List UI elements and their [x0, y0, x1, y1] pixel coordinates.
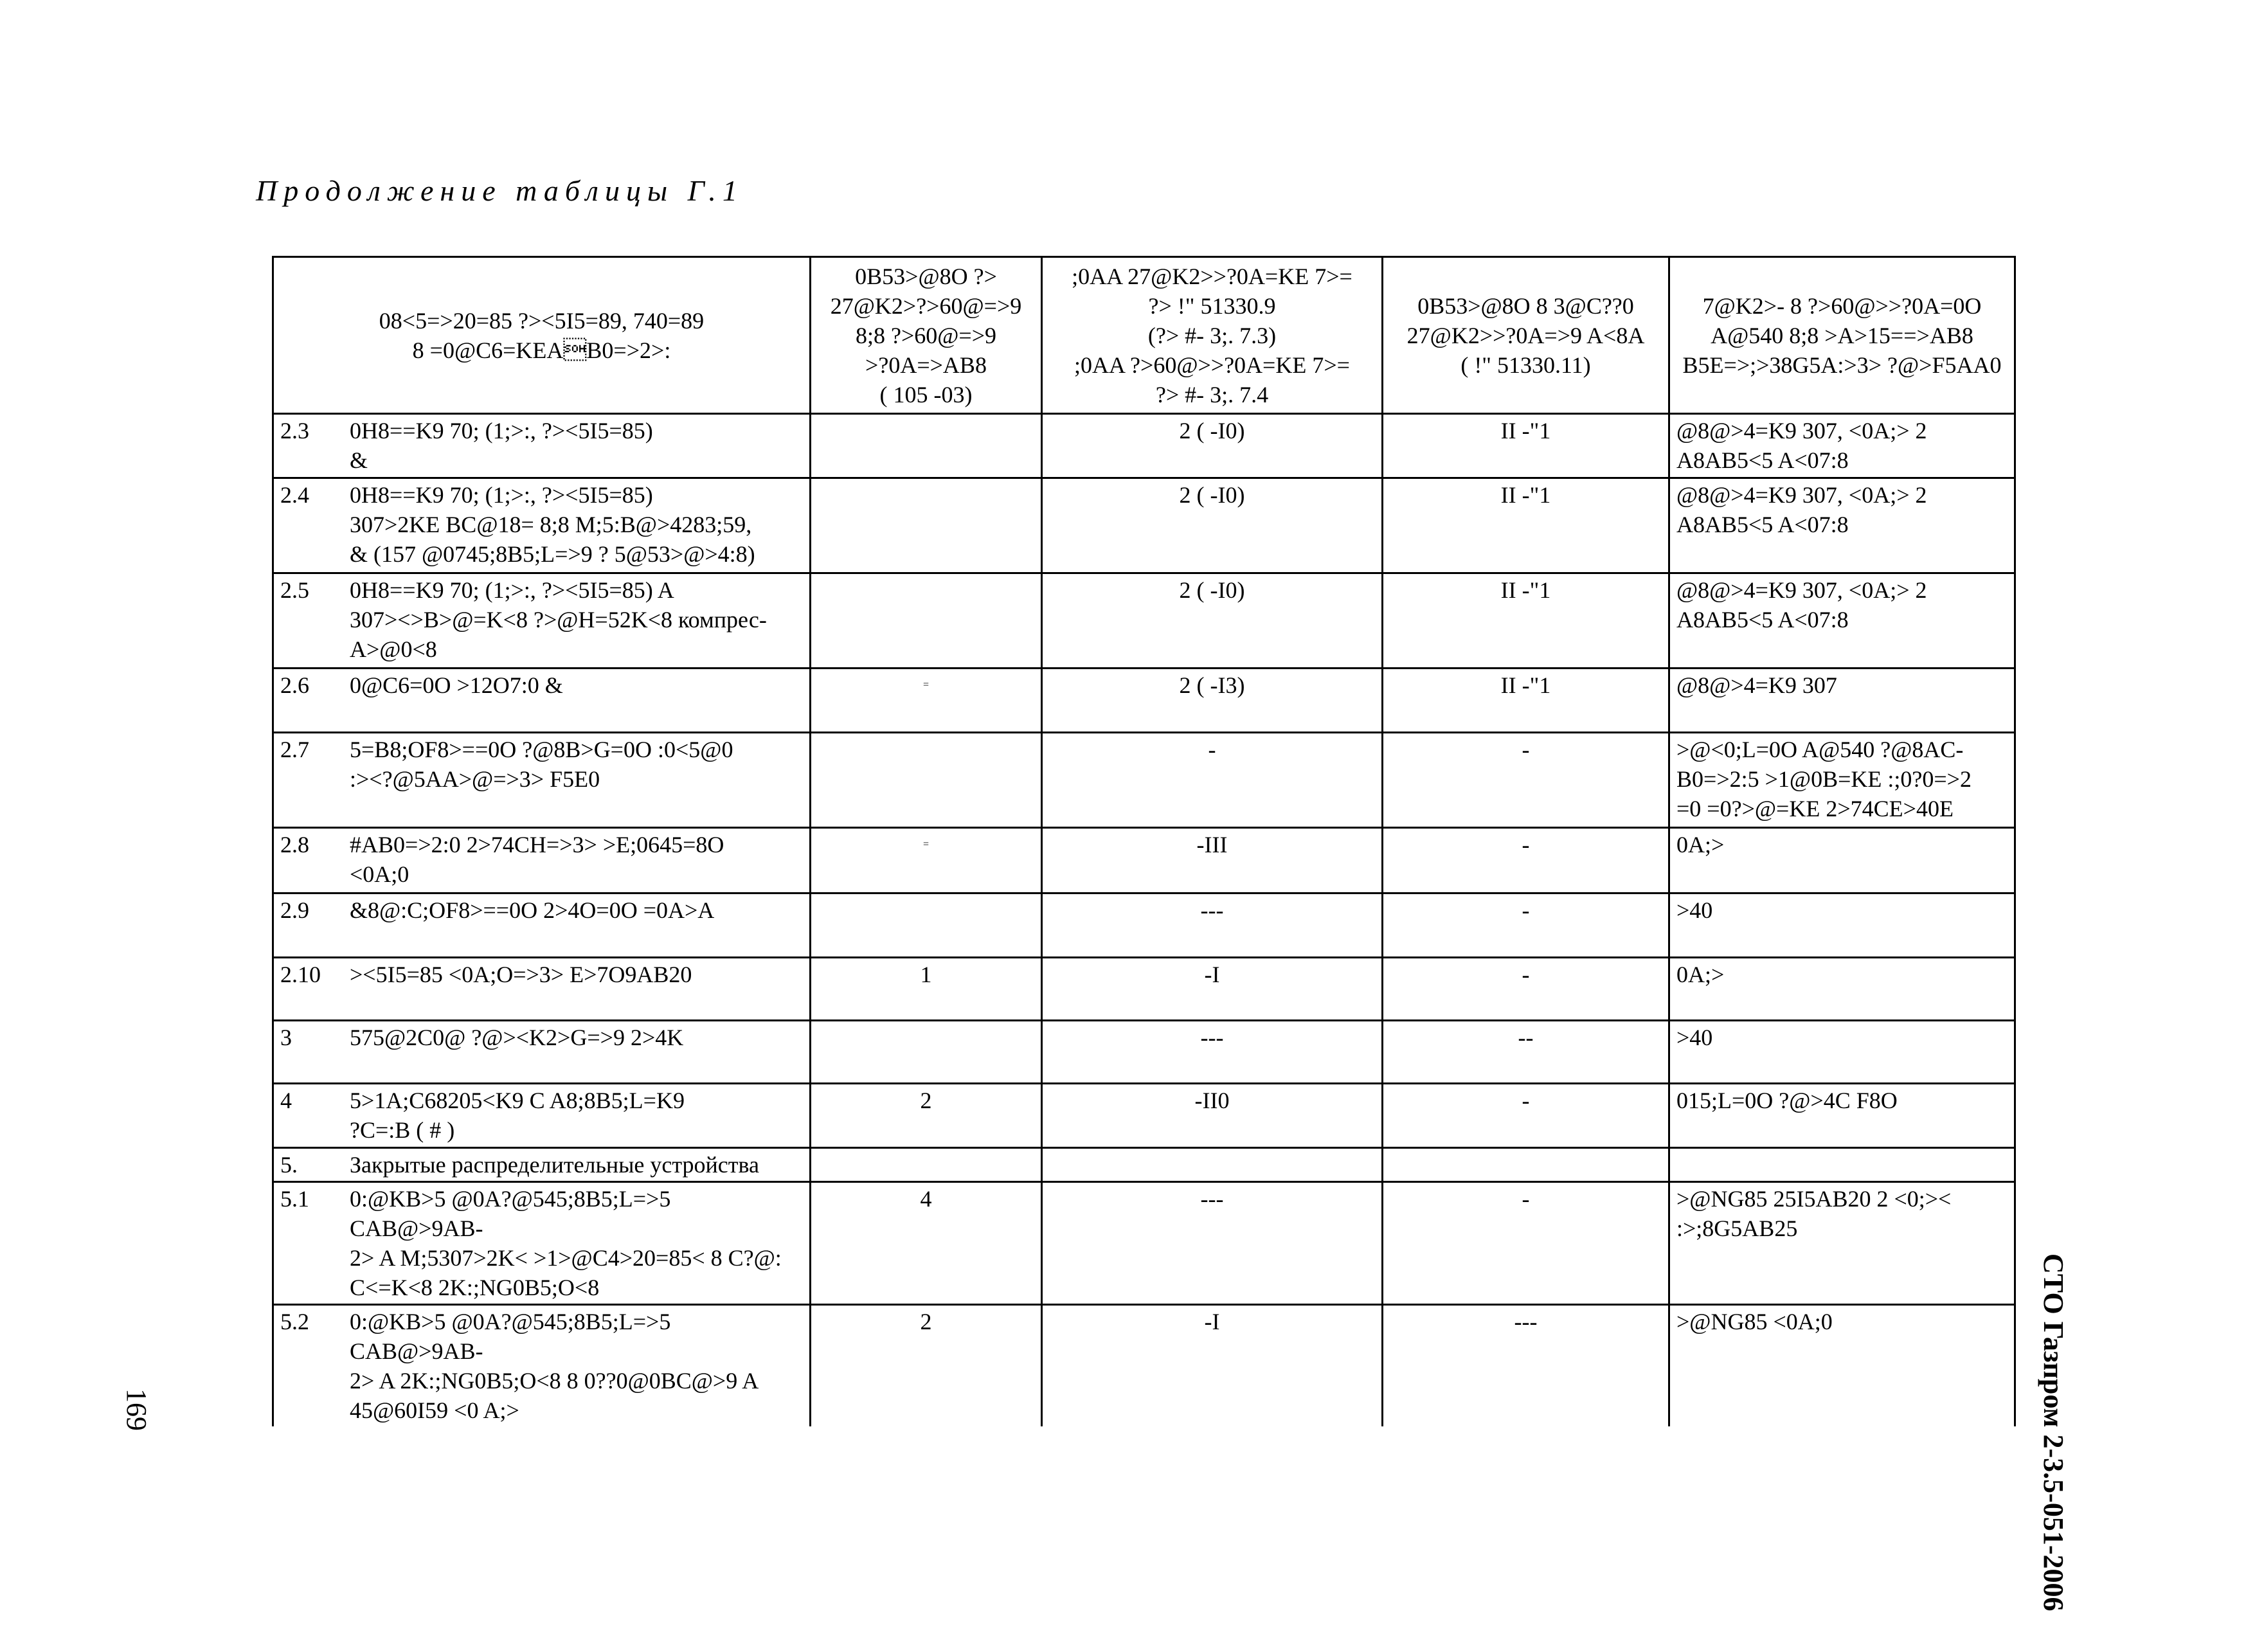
row-name-cell [273, 669, 811, 733]
row-environment: >40 [1669, 1021, 2015, 1084]
row-name-cell [273, 1084, 811, 1148]
row-category: 2 [811, 1305, 1042, 1427]
table-row [273, 828, 2015, 893]
row-text: 575@2C0@ ?@><K2>G=>9 2>4K [350, 1025, 684, 1050]
row-number: 2.5 [280, 577, 309, 603]
row-text: 0@C6=0O >12O7:0 & [350, 672, 563, 698]
row-name-cell [273, 414, 811, 478]
header-group: 0B53>@8O 8 3@C??0 27@K2>>?0A=>9 A<8A ( !" 51330.11) [1383, 257, 1669, 414]
row-group: - [1383, 1084, 1669, 1148]
table-row [273, 1021, 2015, 1084]
row-text: &8@:C;OF8>==0O 2>4O=0O =0A>A [350, 897, 715, 923]
row-environment: >@<0;L=0O A@540 ?@8AC- B0=>2:5 >1@0B=KE :;0?0=>2 =0 =0?>@=KE 2>74CE>40E [1669, 733, 2015, 828]
row-category: 2 [811, 1084, 1042, 1148]
row-number: 3 [280, 1025, 292, 1050]
row-environment: >40 [1669, 893, 2015, 958]
row-category: 4 [811, 1182, 1042, 1305]
row-number: 2.4 [280, 482, 309, 508]
row-number: 5.2 [280, 1309, 309, 1334]
row-text: 0H8==K9 70; (1;>:, ?><5I5=85) & [350, 418, 653, 473]
row-name-cell [273, 478, 811, 573]
row-group: -- [1383, 1021, 1669, 1084]
row-zone-class: - [1042, 733, 1383, 828]
row-text: ><5I5=85 <0A;O=>3> E>7O9AB20 [350, 962, 692, 987]
row-group: - [1383, 893, 1669, 958]
row-group: --- [1383, 1305, 1669, 1427]
row-text: #AB0=>2:0 2>74CH=>3> >E;0645=8O <0A;0 [350, 832, 724, 887]
table-caption: Продолжение таблицы Г.1 [256, 174, 744, 207]
row-zone-class [1042, 1148, 1383, 1182]
row-group: II -"1 [1383, 414, 1669, 478]
row-environment: 0A;> [1669, 828, 2015, 893]
row-environment: @8@>4=K9 307, <0A;> 2 A8AB5<5 A<07:8 [1669, 414, 2015, 478]
row-environment: @8@>4=K9 307, <0A;> 2 A8AB5<5 A<07:8 [1669, 573, 2015, 669]
table-row [273, 414, 2015, 478]
row-zone-class: --- [1042, 1021, 1383, 1084]
row-zone-class: -II0 [1042, 1084, 1383, 1148]
row-text: 0:@KB>5 @0A?@545;8B5;L=>5 CAB@>9AB- 2> A M;5307>2K< >1>@C4>20=85< 8 C?@: C<=K<8 2K:;NG0B5;O<8 [350, 1186, 782, 1300]
row-category: = [811, 669, 1042, 733]
row-environment: 0A;> [1669, 958, 2015, 1021]
row-text: 0H8==K9 70; (1;>:, ?><5I5=85) 307>2KE BC@18= 8;8 M;5:B@>4283;59, & (157 @0745;8B5;L=>9 ? 5@53>@>4:8) [350, 482, 755, 567]
row-name-cell [273, 1148, 811, 1182]
row-group: - [1383, 1182, 1669, 1305]
row-environment: 015;L=0O ?@>4C F8O [1669, 1084, 2015, 1148]
row-number: 2.9 [280, 897, 309, 923]
table-row [273, 733, 2015, 828]
row-zone-class: --- [1042, 1182, 1383, 1305]
row-category: 1 [811, 958, 1042, 1021]
row-group [1383, 1148, 1669, 1182]
table-row [273, 893, 2015, 958]
row-category [811, 1148, 1042, 1182]
row-zone-class: 2 ( -I0) [1042, 573, 1383, 669]
row-number: 5. [280, 1152, 298, 1178]
table-row [273, 958, 2015, 1021]
row-name-cell [273, 573, 811, 669]
row-zone-class: 2 ( -I3) [1042, 669, 1383, 733]
row-group: II -"1 [1383, 669, 1669, 733]
row-name-cell [273, 958, 811, 1021]
row-group: - [1383, 958, 1669, 1021]
row-name-cell [273, 1021, 811, 1084]
table-row [273, 669, 2015, 733]
row-group: - [1383, 733, 1669, 828]
table-row [273, 1084, 2015, 1148]
row-environment: >@NG85 25I5AB20 2 <0;>< :>;8G5AB25 [1669, 1182, 2015, 1305]
row-number: 2.3 [280, 418, 309, 444]
row-category [811, 1021, 1042, 1084]
row-zone-class: -III [1042, 828, 1383, 893]
row-zone-class: -I [1042, 1305, 1383, 1427]
row-name-cell [273, 1305, 811, 1427]
table-row [273, 1305, 2015, 1427]
row-category [811, 733, 1042, 828]
row-text: Закрытые распределительные устройства [350, 1152, 759, 1178]
row-group: II -"1 [1383, 478, 1669, 573]
row-group: II -"1 [1383, 573, 1669, 669]
row-number: 5.1 [280, 1186, 309, 1212]
table-container [272, 256, 2014, 1423]
page-number: 169 [121, 1388, 152, 1431]
row-name-cell [273, 1182, 811, 1305]
row-zone-class: --- [1042, 893, 1383, 958]
row-number: 4 [280, 1088, 292, 1113]
row-category [811, 478, 1042, 573]
row-environment: >@NG85 <0A;0 [1669, 1305, 2015, 1427]
row-number: 2.7 [280, 737, 309, 762]
row-text: 0H8==K9 70; (1;>:, ?><5I5=85) A 307><>B>@=K<8 ?>@H=52K<8 компрес- A>@0<8 [350, 577, 767, 662]
header-name: 08<5=>20=85 ?><5I5=89, 740=89 8 =0@C6=KEAB0=>2>: [273, 257, 811, 414]
row-category: = [811, 828, 1042, 893]
row-text: 0:@KB>5 @0A?@545;8B5;L=>5 CAB@>9AB- 2> A 2K:;NG0B5;O<8 8 0??0@0BC@>9 A 45@60I59 <0 A;> [350, 1309, 759, 1423]
row-zone-class: 2 ( -I0) [1042, 478, 1383, 573]
table-row [273, 1182, 2015, 1305]
row-category [811, 573, 1042, 669]
row-number: 2.6 [280, 672, 309, 698]
row-group: - [1383, 828, 1669, 893]
table-row [273, 1148, 2015, 1182]
row-text: 5>1A;C68205<K9 C A8;8B5;L=K9 ?C=:B ( # ) [350, 1088, 685, 1143]
row-zone-class: -I [1042, 958, 1383, 1021]
header-category: 0B53>@8O ?> 27@K2>?>60@=>9 8;8 ?>60@=>9 >?0A=>AB8 ( 105 -03) [811, 257, 1042, 414]
row-environment: @8@>4=K9 307, <0A;> 2 A8AB5<5 A<07:8 [1669, 478, 2015, 573]
table-row [273, 478, 2015, 573]
row-name-cell [273, 733, 811, 828]
data-table [272, 256, 2016, 1426]
row-environment [1669, 1148, 2015, 1182]
header-zone-class: ;0AA 27@K2>>?0A=KE 7>= ?> !" 51330.9 (?> #- 3;. 7.3) ;0AA ?>60@>>?0A=KE 7>= ?> #- 3;. 7.4 [1042, 257, 1383, 414]
row-text: 5=B8;OF8>==0O ?@8B>G=0O :0<5@0 :><?@5AA>@=>3> F5E0 [350, 737, 733, 792]
row-number: 2.10 [280, 962, 321, 987]
row-environment: @8@>4=K9 307 [1669, 669, 2015, 733]
document-code: СТО Газпром 2-3.5-051-2006 [2038, 1253, 2069, 1612]
row-name-cell [273, 893, 811, 958]
row-name-cell [273, 828, 811, 893]
table-row [273, 573, 2015, 669]
row-category [811, 414, 1042, 478]
row-number: 2.8 [280, 832, 309, 857]
row-category [811, 893, 1042, 958]
row-zone-class: 2 ( -I0) [1042, 414, 1383, 478]
header-environment: 7@K2>- 8 ?>60@>>?0A=0O A@540 8;8 >A>15==>AB8 B5E=>;>38G5A:>3> ?@>F5AA0 [1669, 257, 2015, 414]
